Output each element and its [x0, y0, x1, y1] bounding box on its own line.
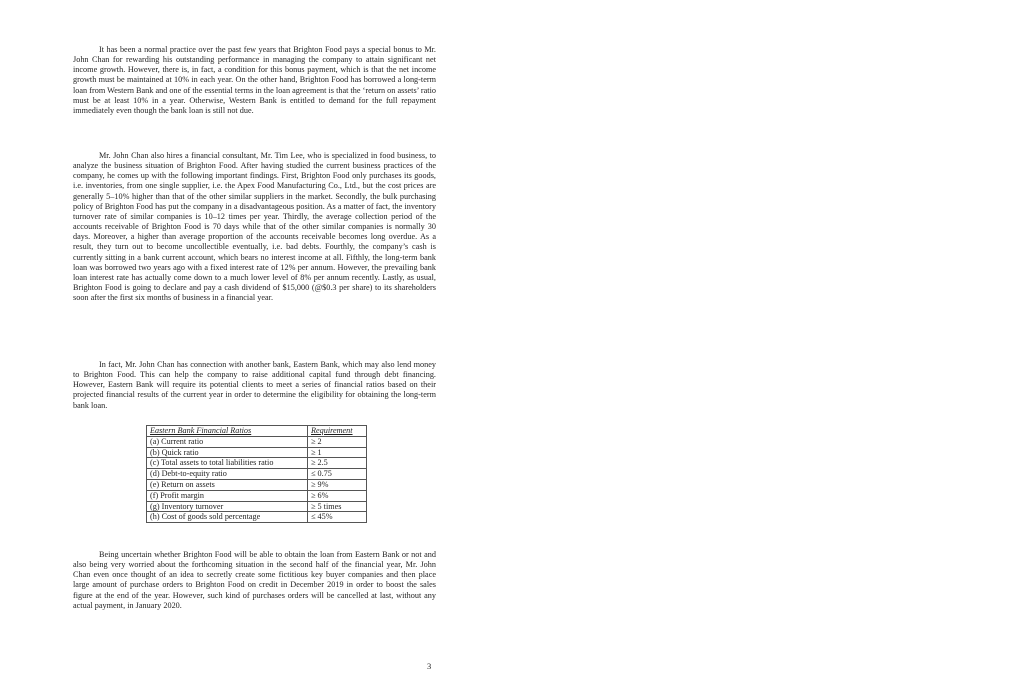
ratio-requirement: ≤ 45%: [308, 512, 367, 523]
table-row: [147, 447, 367, 458]
table-row: [147, 479, 367, 490]
ratio-requirement: ≥ 2.5: [308, 458, 367, 469]
ratio-name: (f) Profit margin: [147, 490, 308, 501]
paragraph-bonus-and-loan-terms: It has been a normal practice over the past few years that Brighton Food pays a special bonus to Mr. John Chan for rewarding his outstanding performance in managing the company to attain significant net income growth. However, there is, in fact, a condition for this bonus payment, which is that the net income growth must be maintained at 10% in each year. On the other hand, Brighton Food has borrowed a long-term loan from Western Bank and one of the essential terms in the loan agreement is that the ‘return on assets’ ratio must be at least 10% in a year. Otherwise, Western Bank is entitled to demand for the full repayment immediately even though the bank loan is still not due.: [73, 45, 436, 115]
table-header-row: [147, 426, 367, 437]
ratio-name: (h) Cost of goods sold percentage: [147, 512, 308, 523]
table-row: [147, 469, 367, 480]
paragraph-fictitious-orders: Being uncertain whether Brighton Food will be able to obtain the loan from Eastern Bank or not and also being very worried about the forthcoming situation in the second half of the financial year, Mr. John Chan even once thought of an idea to secretly create some fictitious key buyer companies and then place large amount of purchase orders to Brighton Food on credit in December 2019 in order to boost the sales figure at the end of the year. However, such kind of purchases orders will be cancelled at last, without any actual payment, in January 2020.: [73, 550, 436, 610]
ratio-name: (e) Return on assets: [147, 479, 308, 490]
header-ratio: Eastern Bank Financial Ratios: [147, 426, 308, 437]
page-number: 3: [427, 661, 432, 671]
table-row: [147, 458, 367, 469]
ratio-requirement: ≥ 5 times: [308, 501, 367, 512]
financial-ratios-table: [146, 425, 367, 523]
table-row: [147, 501, 367, 512]
ratio-requirement: ≤ 0.75: [308, 469, 367, 480]
paragraph-eastern-bank: In fact, Mr. John Chan has connection with another bank, Eastern Bank, which may also lend money to Brighton Food. This can help the company to raise additional capital fund through debt financing. However, Eastern Bank will require its potential clients to meet a series of financial ratios based on their projected financial results of the current year in order to determine the eligibility for obtaining the long-term bank loan.: [73, 360, 436, 410]
ratio-name: (d) Debt-to-equity ratio: [147, 469, 308, 480]
ratio-requirement: ≥ 2: [308, 436, 367, 447]
ratio-name: (g) Inventory turnover: [147, 501, 308, 512]
table-row: [147, 490, 367, 501]
table-row: [147, 512, 367, 523]
header-requirement: Requirement: [308, 426, 367, 437]
ratio-name: (b) Quick ratio: [147, 447, 308, 458]
ratio-requirement: ≥ 1: [308, 447, 367, 458]
table-row: [147, 436, 367, 447]
paragraph-consultant-findings: Mr. John Chan also hires a financial consultant, Mr. Tim Lee, who is specialized in food business, to analyze the business situation of Brighton Food. After having studied the current business practices of the company, he comes up with the following important findings. First, Brighton Food only purchases its goods, i.e. inventories, from one single supplier, i.e. the Apex Food Manufacturing Co., Ltd., but the cost prices are generally 5–10% higher than that of the other similar suppliers in the market. Secondly, the bulk purchasing policy of Brighton Food has put the company in a disadvantageous position. As a matter of fact, the inventory turnover rate of similar companies is 10–12 times per year. Thirdly, the average collection period of the accounts receivable of Brighton Food is 70 days while that of the other similar companies is normally 30 days. Moreover, a higher than average proportion of the accounts receivable becomes long overdue. As a result, they turn out to become uncollectible eventually, i.e. bad debts. Fourthly, the company’s cash is currently sitting in a bank current account, which bears no interest income at all. Fifthly, the long-term bank loan was borrowed two years ago with a fixed interest rate of 12% per annum. However, the prevailing bank loan interest rate has actually come down to a much lower level of 8% per annum recently. Lastly, as usual, Brighton Food is going to declare and pay a cash dividend of $15,000 (@$0.3 per share) to its shareholders soon after the first six months of business in a financial year.: [73, 151, 436, 303]
ratio-requirement: ≥ 9%: [308, 479, 367, 490]
ratio-name: (c) Total assets to total liabilities ratio: [147, 458, 308, 469]
ratio-name: (a) Current ratio: [147, 436, 308, 447]
ratio-requirement: ≥ 6%: [308, 490, 367, 501]
